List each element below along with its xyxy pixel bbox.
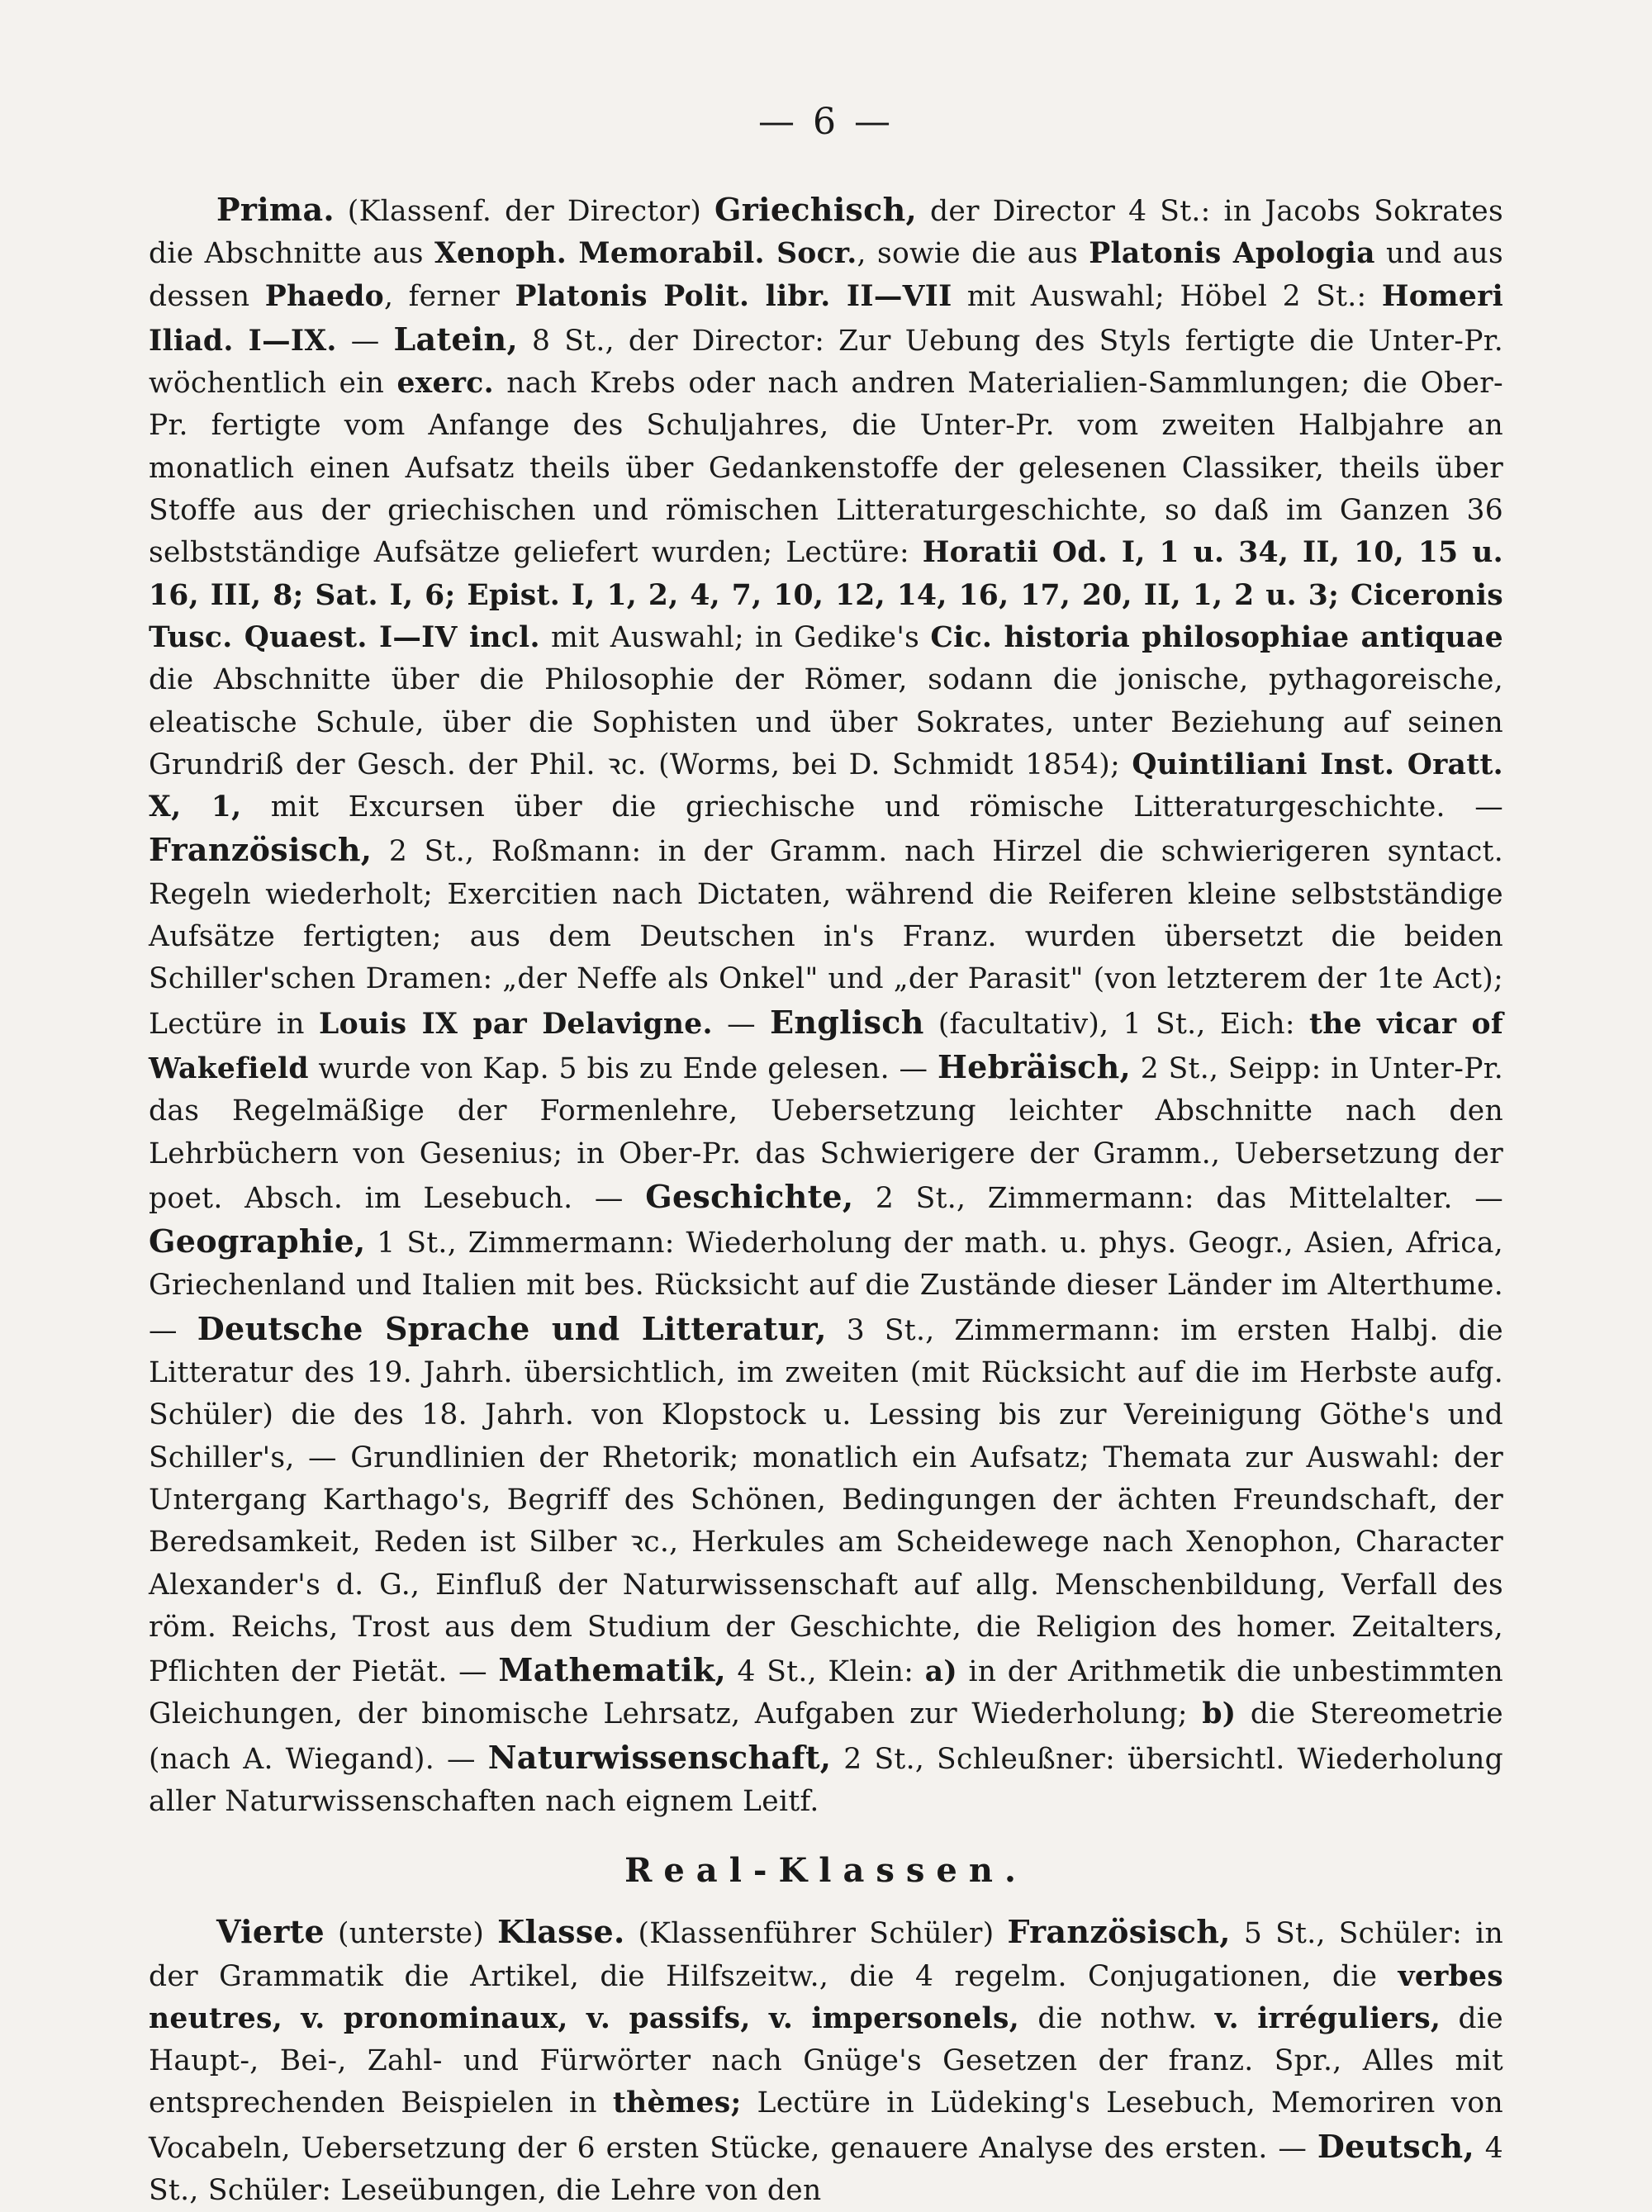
text-run: (unterste) [324,1917,498,1951]
class-label: Klasse. [497,1913,625,1951]
text-run: Lectüre in Lüdeking's Lesebuch, Memoriren von Vocabeln, Uebersetzung der 6 ersten Stücke, genauere Analyse des ersten. — [149,2086,1503,2165]
text-run: — [336,324,394,358]
text-run: , sowie die aus [857,237,1089,271]
text-run: 8 St., der Director: Zur Uebung des Styls fertigte die Unter-Pr. wöchentlich ein [149,324,1503,401]
text-run: (Klassenführer Schüler) [624,1917,1008,1951]
text-run: 4 St., Schüler: Leseübungen, die Lehre von den [149,2131,1503,2208]
subject-heading: Naturwissenschaft, [487,1738,832,1776]
latin-title: exerc. [396,367,494,401]
text-run: wurde von Kap. 5 bis zu Ende gelesen. — [308,1051,938,1085]
subject-heading: Mathematik, [498,1651,727,1689]
latin-title: Cic. historia philosophiae antiquae [930,620,1504,654]
text-run: in der Arithmetik die unbestimmten Gleichungen, der binomische Lehrsatz, Aufgaben zur Wiederholung; [149,1655,1503,1731]
text-run: die Stereometrie (nach A. Wiegand). — [149,1697,1503,1776]
text-run: 4 St., Klein: [726,1655,925,1689]
text-run: (facultativ), 1 St., Eich: [923,1007,1309,1041]
text-run: 1 St., Zimmermann: Wiederholung der math. u. phys. Geogr., Asien, Africa, Griechenland und Italien mit bes. Rücksicht auf die Zustände dieser Länder im Alterthume. — [149,1227,1503,1347]
section-heading: Real-Klassen. [624,1851,1028,1891]
latin-title: thèmes; [612,2086,742,2120]
text-run: (Klassenf. der Director) [334,195,715,228]
text-run: 2 St., Zimmermann: das Mittelalter. — [853,1181,1504,1215]
text-run: die Haupt-, Bei-, Zahl- und Fürwörter nach Gnüge's Gesetzen der franz. Spr., Alles mit entsprechenden Beispielen in [149,2001,1503,2120]
latin-title: v. irréguliers, [1214,2001,1441,2035]
text-run: nach Krebs oder nach andren Materialien-Sammlungen; die Ober-Pr. fertigte vom Anfange des Schuljahres, die Unter-Pr. vom zweiten Halbjahre an monatlich einen Aufsatz theils über Gedankenstoffe der gelesenen Classiker, theils über Stoffe aus der griechischen und römischen Litteraturgeschichte, so daß im Ganzen 36 selbstständige Aufsätze geliefert wurden; Lectüre: [149,367,1503,570]
latin-title: Homeri Iliad. I—IX. [149,279,1503,358]
subject-heading: Englisch [770,1003,924,1041]
class-label: Prima. [216,191,335,228]
text-run: , ferner [383,279,515,313]
vierte-paragraph [149,1911,1503,2212]
text-run: der Director 4 St.: in Jacobs Sokrates die Abschnitte aus [149,195,1503,271]
subject-heading: Geographie, [149,1222,366,1260]
text-run: die nothw. [1037,2001,1215,2035]
latin-title: Louis IX par Delavigne. [319,1007,713,1041]
subject-heading: Französisch, [1007,1913,1231,1951]
latin-title: Phaedo [264,279,384,313]
subject-heading: Geschichte, [645,1177,854,1215]
text-run: 3 St., Zimmermann: im ersten Halbj. die Litteratur des 19. Jahrh. übersichtlich, im zweiten (mit Rücksicht auf die im Herbste aufg. Schüler) die des 18. Jahrh. von Klopstock u. Lessing bis zur Vereinigung Göthe's und Schiller's, — Grundlinien der Rhetorik; monatlich ein Aufsatz; Themata zur Auswahl: der Untergang Karthago's, Begriff des Schönen, Bedingungen der ächten Freundschaft, der Beredsamkeit, Reden ist Silber ꝛc., Herkules am Scheidewege nach Xenophon, Character Alexander's d. G., Einfluß der Naturwissenschaft auf allg. Menschenbildung, Verfall des röm. Reichs, Trost aus dem Studium der Geschichte, die Religion des homer. Zeitalters, Pflichten der Pietät. — [149,1313,1503,1689]
text-run: mit Auswahl; in Gedike's [539,620,931,654]
page-number: — 6 — [758,101,894,143]
class-label: Vierte [216,1913,325,1951]
text-run: 5 St., Schüler: in der Grammatik die Artikel, die Hilfszeitw., die 4 regelm. Conjugationen, die [149,1917,1503,1993]
latin-title: Platonis Apologia [1089,237,1375,271]
latin-title: Quintiliani Inst. Oratt. X, 1, [149,748,1503,824]
text-run: — [712,1007,771,1041]
list-marker: b) [1202,1697,1237,1731]
latin-title: Platonis Polit. libr. II—VII [515,279,952,313]
latin-title: the vicar of Wakefield [149,1007,1503,1085]
latin-title: Xenoph. Memorabil. Socr. [434,237,857,271]
subject-heading: Hebräisch, [937,1047,1132,1085]
latin-title: Horatii Od. I, 1 u. 34, II, 10, 15 u. 16, III, 8; Sat. I, 6; Epist. I, 1, 2, 4, 7, 10, 12, 14, 16, 17, 20, II, 1, 2 u. 3; Ciceronis Tusc. Quaest. I—IV incl. [149,536,1503,654]
text-run: mit Auswahl; Höbel 2 St.: [952,279,1382,313]
text-run: die Abschnitte über die Philosophie der Römer, sodann die jonische, pythagoreische, eleatische Schule, über die Sophisten und über Sokrates, unter Beziehung auf seinen Grundriß der Gesch. der Phil. ꝛc. (Worms, bei D. Schmidt 1854); [149,663,1503,781]
text-run: 2 St., Roßmann: in der Gramm. nach Hirzel die schwierigeren syntact. Regeln wiederholt; Exercitien nach Dictaten, während die Reiferen kleine selbstständige Aufsätze fertigten; aus dem Deutschen in's Franz. wurden übersetzt die beiden Schiller'schen Dramen: „der Neffe als Onkel" und „der Parasit" (von letzterem der 1te Act); Lectüre in [149,835,1503,1041]
subject-heading: Deutsch, [1317,2127,1475,2165]
text-run: mit Excursen über die griechische und römische Litteraturgeschichte. — [241,790,1503,824]
subject-heading: Französisch, [149,831,373,869]
subject-heading: Latein, [393,320,518,358]
text-run: 2 St., Seipp: in Unter-Pr. das Regelmäßige der Formenlehre, Uebersetzung leichter Abschnitte nach den Lehrbüchern von Gesenius; in Ober-Pr. das Schwierigere der Gramm., Uebersetzung der poet. Absch. im Lesebuch. — [149,1051,1504,1215]
subject-heading: Deutsche Sprache und Litteratur, [197,1309,827,1347]
subject-heading: Griechisch, [714,191,918,228]
document-body [149,188,1503,2212]
list-marker: a) [924,1655,957,1689]
latin-title: verbes neutres, v. pronominaux, v. passifs, v. impersonels, [149,1959,1503,2035]
text-run: und aus dessen [149,237,1503,313]
text-run: 2 St., Schleußner: übersichtl. Wiederholung aller Naturwissenschaften nach eignem Leitf. [149,1742,1503,1818]
prima-paragraph [149,188,1503,1823]
